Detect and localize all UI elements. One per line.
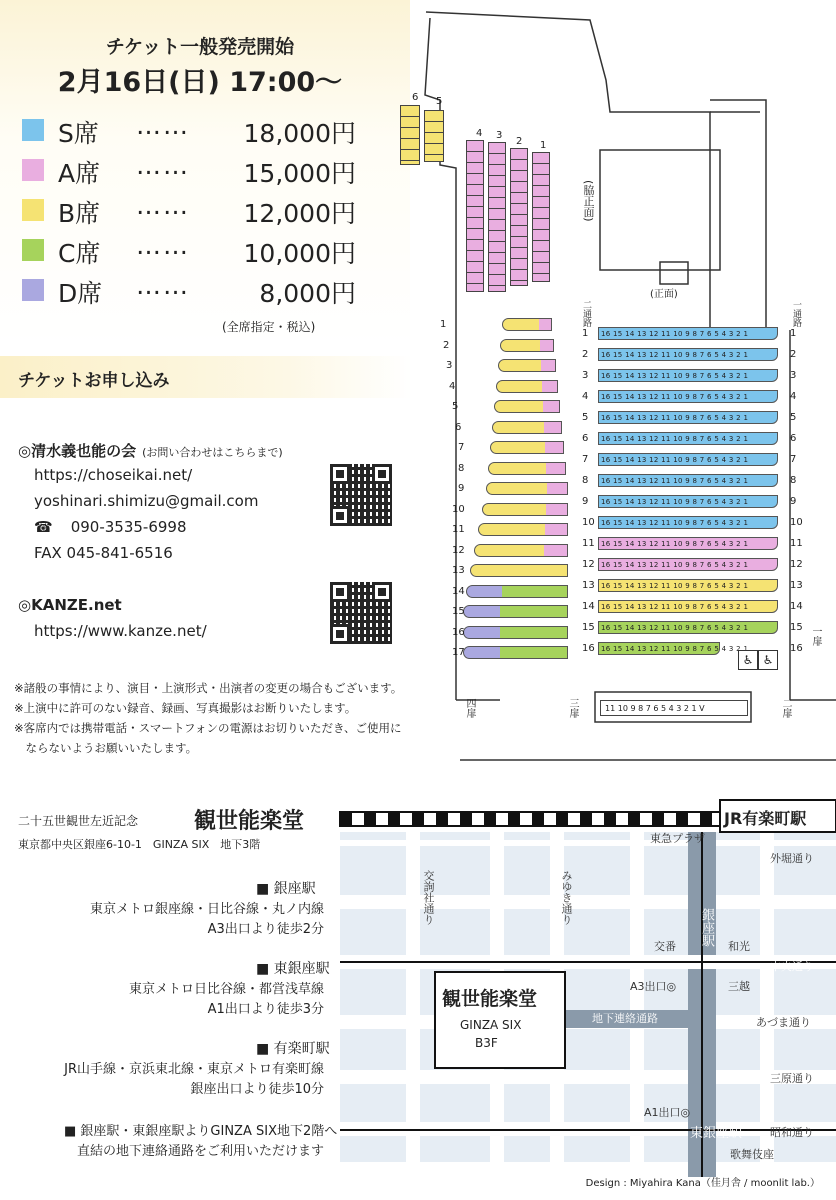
row-number-left: 7 [582, 454, 589, 465]
left-seat-row [486, 482, 568, 495]
row-number-right: 2 [790, 349, 797, 360]
left-row-number: 1 [440, 319, 447, 330]
right-seat-row: 16 15 14 13 12 11 10 9 8 7 6 5 4 3 2 1 [598, 558, 778, 571]
price: 12,000円 [243, 199, 356, 228]
seat-name: A席 [58, 159, 101, 188]
swatch-d [22, 279, 44, 301]
right-seat-row: 16 15 14 13 12 11 10 9 8 7 6 5 4 3 2 1 [598, 390, 778, 403]
design-credit: Design : Miyahira Kana（佳月舎 / moonlit lab.） [585, 1178, 820, 1189]
left-row-number: 7 [458, 442, 465, 453]
right-seat-row: 16 15 14 13 12 11 10 9 8 7 6 5 4 3 2 1 [598, 411, 778, 424]
map-a3: A3出口◎ [630, 980, 677, 993]
right-seat-row: 16 15 14 13 12 11 10 9 8 7 6 5 4 3 2 1 [598, 642, 720, 655]
left-row-number: 11 [452, 524, 465, 535]
left-row-number: 2 [443, 339, 450, 351]
map-koujun: 交詢社通り [422, 870, 435, 925]
right-seat-row: 16 15 14 13 12 11 10 9 8 7 6 5 4 3 2 1 [598, 495, 778, 508]
left-row-number: 10 [452, 503, 465, 515]
row-number-left: 4 [582, 391, 589, 402]
right-seat-row: 16 15 14 13 12 11 10 9 8 7 6 5 4 3 2 1 [598, 453, 778, 466]
venue-address: 東京都中央区銀座6-10-1 GINZA SIX 地下3階 [18, 838, 261, 851]
price-note: (全席指定・税込) [222, 320, 316, 334]
door-3-label: 三扉 [567, 698, 578, 718]
contact1-email[interactable]: yoshinari.shimizu@gmail.com [34, 492, 259, 510]
access-walk-higashiginza: A1出口より徒歩3分 [207, 1002, 324, 1017]
seat-name: D席 [58, 279, 103, 308]
access-map [340, 800, 836, 1180]
left-row-number: 15 [452, 606, 465, 617]
row-number-left: 8 [582, 475, 589, 486]
door-2-label: 二扉 [780, 698, 791, 718]
apply-title: チケットお申し込み [18, 371, 170, 391]
map-venue-sub1: GINZA SIX [460, 1018, 522, 1032]
left-row-number: 9 [458, 483, 465, 494]
row-number-left: 9 [582, 496, 589, 507]
right-seat-row: 16 15 14 13 12 11 10 9 8 7 6 5 4 3 2 1 [598, 621, 778, 634]
door-4-label: 四扉 [464, 698, 475, 718]
row-number-right: 5 [790, 412, 797, 423]
access-walk-ginza: A3出口より徒歩2分 [207, 922, 324, 937]
map-tokyu-plaza: 東急プラザ [650, 832, 705, 845]
contact1-url[interactable]: https://choseikai.net/ [34, 466, 193, 484]
row-number-right: 14 [790, 601, 803, 612]
row-number-right: 15 [790, 622, 803, 633]
left-seat-row [478, 523, 568, 536]
left-row-number: 12 [452, 544, 465, 556]
map-showa: 昭和通り [770, 1126, 814, 1139]
left-seat-row [502, 318, 552, 331]
dots: …… [136, 231, 190, 260]
contact1-tel: ☎ 090-3535-6998 [34, 518, 187, 536]
swatch-b [22, 199, 44, 221]
contact2-name: ◎KANZE.net [18, 596, 122, 614]
seat-name: B席 [58, 199, 101, 228]
map-chika: 地下連絡通路 [592, 1012, 658, 1025]
right-seat-row: 16 15 14 13 12 11 10 9 8 7 6 5 4 3 2 1 [598, 369, 778, 382]
map-sotobori: 外堀通り [770, 852, 814, 865]
price-row-d [16, 271, 356, 308]
row-number-right: 7 [790, 454, 797, 465]
note-3: ※客席内では携帯電話・スマートフォンの電源はお切りいただき、ご使用に [14, 721, 402, 735]
map-ginza-station: 銀座駅 [699, 908, 714, 947]
map-jr-yurakucho: JR有楽町駅 [724, 809, 807, 828]
row-number-left: 6 [582, 433, 589, 444]
dots: …… [136, 151, 190, 180]
price: 10,000円 [243, 239, 356, 268]
balcony-col-6: 6 [412, 92, 419, 103]
left-row-number: 3 [446, 360, 453, 371]
price: 8,000円 [259, 279, 356, 308]
left-seat-row [470, 564, 568, 577]
row-number-left: 5 [582, 412, 589, 423]
right-seat-row: 16 15 14 13 12 11 10 9 8 7 6 5 4 3 2 1 [598, 600, 778, 613]
row-number-left: 1 [582, 328, 589, 339]
seat-name: C席 [58, 239, 101, 268]
left-row-number: 5 [452, 401, 459, 412]
left-row-number: 8 [458, 462, 465, 474]
left-row-number: 14 [452, 585, 465, 597]
map-venue-name: 観世能楽堂 [442, 988, 538, 1010]
price: 18,000円 [243, 119, 356, 148]
row-number-left: 15 [582, 622, 595, 633]
seat-name: S席 [58, 119, 99, 148]
venue-prefix: 二十五世観世左近記念 [18, 814, 139, 828]
contact1-sub: (お問い合わせはこちらまで) [142, 446, 283, 459]
phone-icon: ☎ [34, 518, 53, 536]
balcony-block-1 [532, 152, 550, 282]
access-note-1: ■ 銀座駅・東銀座駅よりGINZA SIX地下2階へ [64, 1124, 338, 1139]
balcony-col-4: 4 [476, 128, 483, 139]
row-number-right: 10 [790, 517, 803, 528]
row-number-right: 6 [790, 433, 797, 444]
wheelchair-icon: ♿ [738, 650, 758, 670]
sale-date: 2月16日(日) 17:00～ [57, 67, 343, 98]
left-seat-row [482, 503, 568, 516]
row-number-left: 13 [582, 580, 595, 591]
left-seat-row [474, 544, 568, 557]
map-azuma: あづま通り [756, 1016, 811, 1029]
row-number-left: 12 [582, 559, 595, 570]
qr-code-kanze-icon[interactable] [330, 582, 392, 644]
left-row-number: 16 [452, 626, 465, 638]
map-mitsukoshi: 三越 [728, 980, 750, 993]
balcony-col-2: 2 [516, 136, 523, 147]
row-number-right: 3 [790, 370, 797, 381]
left-seat-row [492, 421, 562, 434]
map-higashiginza-station: 東銀座駅 [690, 1126, 743, 1141]
price-row-c [16, 231, 356, 268]
left-seat-row [494, 400, 560, 413]
venue-name: 観世能楽堂 [194, 808, 305, 834]
right-seat-row: 16 15 14 13 12 11 10 9 8 7 6 5 4 3 2 1 [598, 579, 778, 592]
row-number-right: 9 [790, 496, 797, 507]
swatch-s [22, 119, 44, 141]
sale-title: チケット一般発売開始 [105, 36, 295, 58]
qr-code-choseikai-icon[interactable] [330, 464, 392, 526]
balcony-block-2 [510, 148, 528, 286]
map-koban: 交番 [654, 940, 676, 953]
row-number-left: 2 [582, 349, 589, 360]
contact1-fax: FAX 045-841-6516 [34, 544, 173, 562]
left-row-number: 4 [449, 380, 456, 392]
row-number-right: 16 [790, 643, 803, 654]
right-seat-row: 16 15 14 13 12 11 10 9 8 7 6 5 4 3 2 1 [598, 348, 778, 361]
left-seat-row [463, 605, 568, 618]
contact1-name: ◎清水義也能の会 (お問い合わせはこちらまで) [18, 442, 283, 460]
dots: …… [136, 111, 190, 140]
row-number-right: 12 [790, 559, 803, 570]
row-number-left: 10 [582, 517, 595, 528]
balcony-col-3: 3 [496, 130, 503, 141]
map-venue-sub2: B3F [475, 1036, 498, 1050]
price: 15,000円 [243, 159, 356, 188]
access-station-ginza: ■ 銀座駅 [256, 881, 316, 897]
stage-side-label: (脇正面) [582, 180, 595, 222]
access-lines-higashiginza: 東京メトロ日比谷線・都営浅草線 [128, 982, 324, 997]
row-number-right: 13 [790, 580, 803, 591]
door-1-label: 一扉 [810, 626, 821, 646]
access-note-2: 直結の地下連絡通路をご利用いただけます [76, 1144, 324, 1159]
right-seat-row: 16 15 14 13 12 11 10 9 8 7 6 5 4 3 2 1 [598, 474, 778, 487]
row-number-left: 14 [582, 601, 595, 612]
dots: …… [136, 191, 190, 220]
price-row-s [16, 111, 356, 148]
access-walk-yurakucho: 銀座出口より徒歩10分 [190, 1082, 324, 1097]
left-row-number: 6 [455, 421, 462, 433]
balcony-block-6 [400, 105, 420, 165]
price-row-a [16, 151, 356, 188]
row-number-left: 16 [582, 643, 595, 654]
price-row-b [16, 191, 356, 228]
dots: …… [136, 271, 190, 300]
access-station-higashiginza: ■ 東銀座駅 [256, 961, 330, 977]
balcony-block-3 [488, 142, 506, 292]
left-seat-row [490, 441, 564, 454]
note-4: ならないようお願いいたします。 [14, 741, 198, 755]
row-number-right: 8 [790, 475, 797, 486]
left-seat-row [488, 462, 566, 475]
map-a1: A1出口◎ [644, 1106, 691, 1119]
map-kabukiza: 歌舞伎座 [730, 1148, 774, 1161]
left-seat-row [498, 359, 556, 372]
map-wako: 和光 [728, 940, 750, 953]
left-seat-row [466, 585, 568, 598]
access-lines-ginza: 東京メトロ銀座線・日比谷線・丸ノ内線 [89, 902, 324, 917]
left-seat-row [500, 339, 554, 352]
access-station-yurakucho: ■ 有楽町駅 [256, 1041, 330, 1057]
balcony-block-5 [424, 110, 444, 162]
swatch-a [22, 159, 44, 181]
map-sanbara: 三原通り [770, 1072, 814, 1085]
row-number-left: 11 [582, 538, 595, 549]
balcony-col-5: 5 [436, 96, 443, 107]
note-1: ※諸般の事情により、演目・上演形式・出演者の変更の場合もございます。 [14, 681, 403, 695]
right-seat-row: 16 15 14 13 12 11 10 9 8 7 6 5 4 3 2 1 [598, 516, 778, 529]
map-chuo: 中央通り [770, 960, 814, 973]
balcony-col-1: 1 [540, 140, 547, 151]
right-seat-row: 16 15 14 13 12 11 10 9 8 7 6 5 4 3 2 1 [598, 537, 778, 550]
row-number-left: 3 [582, 370, 589, 381]
note-2: ※上演中に許可のない録音、録画、写真撮影はお断りいたします。 [14, 701, 357, 715]
row-number-right: 1 [790, 328, 797, 339]
row-number-right: 11 [790, 538, 803, 549]
contact2-url[interactable]: https://www.kanze.net/ [34, 622, 207, 640]
right-seat-row: 16 15 14 13 12 11 10 9 8 7 6 5 4 3 2 1 [598, 327, 778, 340]
left-seat-row [463, 646, 568, 659]
aisle-2-label: 二通路 [581, 300, 591, 327]
row-number-right: 4 [790, 391, 797, 402]
right-seat-row: 16 15 14 13 12 11 10 9 8 7 6 5 4 3 2 1 [598, 432, 778, 445]
left-row-number: 17 [452, 647, 465, 658]
swatch-c [22, 239, 44, 261]
left-seat-row [463, 626, 568, 639]
stage-front-label: (正面) [650, 289, 678, 300]
left-row-number: 13 [452, 565, 465, 576]
wheelchair-icon: ♿ [758, 650, 778, 670]
back-row-seats: 11 10 9 8 7 6 5 4 3 2 1 V [600, 700, 748, 716]
balcony-block-4 [466, 140, 484, 292]
map-miyuki: みゆき通り [560, 870, 573, 925]
access-lines-yurakucho: JR山手線・京浜東北線・東京メトロ有楽町線 [64, 1062, 324, 1077]
aisle-1-label: 一通路 [791, 300, 801, 327]
left-seat-row [496, 380, 558, 393]
